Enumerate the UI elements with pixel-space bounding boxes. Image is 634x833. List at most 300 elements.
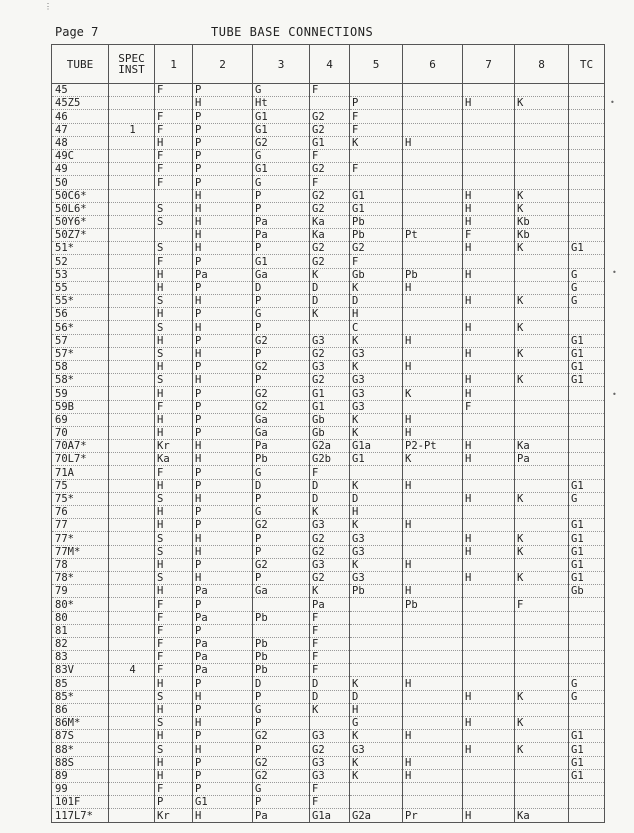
pin-cell <box>109 347 155 360</box>
pin-cell: H <box>155 506 193 519</box>
pin-cell: P <box>193 413 253 426</box>
pin-cell: P <box>193 308 253 321</box>
pin-cell: H <box>155 703 193 716</box>
pin-cell: G3 <box>310 334 350 347</box>
pin-cell <box>515 782 569 795</box>
pin-cell <box>569 809 605 822</box>
pin-cell: D <box>310 492 350 505</box>
pin-cell: S <box>155 532 193 545</box>
tube-cell: 83V <box>52 664 109 677</box>
pin-cell: H <box>155 281 193 294</box>
pin-cell: S <box>155 242 193 255</box>
pin-cell: G2 <box>310 532 350 545</box>
pin-cell <box>403 611 463 624</box>
pin-cell: Kb <box>515 229 569 242</box>
pin-cell: P <box>193 136 253 149</box>
pin-cell <box>109 598 155 611</box>
pin-cell: H <box>463 97 515 110</box>
table-row <box>52 97 605 110</box>
pin-cell <box>569 413 605 426</box>
pin-cell: Pb <box>253 453 310 466</box>
pin-cell: G1 <box>569 519 605 532</box>
pin-cell <box>403 84 463 97</box>
pin-cell: Pa <box>310 598 350 611</box>
pin-cell: K <box>403 387 463 400</box>
pin-cell <box>569 506 605 519</box>
pin-cell: G <box>569 268 605 281</box>
pin-cell <box>403 506 463 519</box>
table-row <box>52 347 605 360</box>
table-row <box>52 268 605 281</box>
pin-cell: G1 <box>569 479 605 492</box>
pin-cell: H <box>463 690 515 703</box>
pin-cell: Pa <box>253 809 310 822</box>
pin-cell: F <box>155 84 193 97</box>
pin-cell: Kr <box>155 440 193 453</box>
pin-cell <box>109 769 155 782</box>
pin-cell: P <box>253 717 310 730</box>
pin-cell: K <box>350 479 403 492</box>
pin-cell <box>403 545 463 558</box>
pin-cell <box>109 545 155 558</box>
pin-cell <box>463 136 515 149</box>
pin-cell: H <box>193 97 253 110</box>
pin-cell: P <box>193 479 253 492</box>
pin-cell <box>515 426 569 439</box>
pin-cell: K <box>350 519 403 532</box>
pin-cell <box>569 664 605 677</box>
pin-cell <box>515 136 569 149</box>
pin-cell: Ga <box>253 426 310 439</box>
column-header: 4 <box>310 45 350 84</box>
tube-cell: 47 <box>52 123 109 136</box>
pin-cell: P <box>193 123 253 136</box>
pin-cell <box>569 624 605 637</box>
pin-cell <box>155 97 193 110</box>
pin-cell: H <box>403 479 463 492</box>
pin-cell <box>403 743 463 756</box>
pin-cell: P <box>253 295 310 308</box>
pin-cell: P <box>253 545 310 558</box>
pin-cell: Ka <box>515 809 569 822</box>
pin-cell <box>463 637 515 650</box>
tube-cell: 57* <box>52 347 109 360</box>
table-row <box>52 84 605 97</box>
pin-cell: G2 <box>253 136 310 149</box>
pin-cell: P <box>193 176 253 189</box>
pin-cell <box>515 466 569 479</box>
pin-cell <box>350 782 403 795</box>
pin-cell: G2 <box>253 400 310 413</box>
pin-cell <box>569 308 605 321</box>
pin-cell: Pa <box>193 268 253 281</box>
pin-cell <box>350 664 403 677</box>
pin-cell <box>463 110 515 123</box>
pin-cell: K <box>515 717 569 730</box>
tube-cell: 56 <box>52 308 109 321</box>
pin-cell: G <box>253 176 310 189</box>
pin-cell <box>109 611 155 624</box>
pin-cell: D <box>310 690 350 703</box>
pin-cell: P <box>193 110 253 123</box>
pin-cell <box>403 215 463 228</box>
pin-cell: G <box>253 149 310 162</box>
pin-cell: H <box>155 585 193 598</box>
pin-cell: K <box>350 769 403 782</box>
pin-cell: K <box>403 453 463 466</box>
pin-cell <box>463 782 515 795</box>
pin-cell: G3 <box>350 400 403 413</box>
pin-cell: Pb <box>253 651 310 664</box>
pin-cell: G2 <box>310 123 350 136</box>
pin-cell: G3 <box>310 769 350 782</box>
pin-cell: G3 <box>310 756 350 769</box>
pin-cell <box>109 809 155 822</box>
table-row <box>52 611 605 624</box>
pin-cell: K <box>515 295 569 308</box>
pin-cell: H <box>155 360 193 373</box>
pin-cell: H <box>403 281 463 294</box>
pin-cell <box>463 677 515 690</box>
pin-cell: G2 <box>310 242 350 255</box>
pin-cell: P <box>193 281 253 294</box>
pin-cell: H <box>403 413 463 426</box>
pin-cell <box>403 532 463 545</box>
pin-cell: K <box>515 374 569 387</box>
pin-cell: H <box>155 426 193 439</box>
pin-cell: G2 <box>310 545 350 558</box>
pin-cell: G3 <box>310 519 350 532</box>
pin-cell <box>515 651 569 664</box>
pin-cell <box>569 255 605 268</box>
pin-cell: P <box>193 149 253 162</box>
table-row <box>52 690 605 703</box>
pin-cell: H <box>403 756 463 769</box>
pin-cell <box>403 189 463 202</box>
pin-cell: P <box>193 387 253 400</box>
pin-cell: K <box>350 360 403 373</box>
pin-cell <box>515 400 569 413</box>
pin-cell: H <box>403 730 463 743</box>
pin-cell <box>109 321 155 334</box>
pin-cell <box>350 466 403 479</box>
pin-cell <box>109 97 155 110</box>
pin-cell: H <box>155 519 193 532</box>
pin-cell: Kr <box>155 809 193 822</box>
pin-cell <box>569 123 605 136</box>
pin-cell: H <box>155 769 193 782</box>
pin-cell: K <box>515 690 569 703</box>
pin-cell: F <box>463 400 515 413</box>
pin-cell: H <box>193 321 253 334</box>
pin-cell <box>515 637 569 650</box>
pin-cell: G <box>569 492 605 505</box>
pin-cell <box>109 268 155 281</box>
pin-cell <box>463 769 515 782</box>
tube-cell: 82 <box>52 637 109 650</box>
pin-cell: H <box>463 492 515 505</box>
pin-cell: P <box>193 677 253 690</box>
pin-cell: H <box>403 677 463 690</box>
pin-cell: G2 <box>310 255 350 268</box>
pin-cell: P <box>193 730 253 743</box>
pin-cell: G3 <box>310 558 350 571</box>
pin-cell: H <box>350 506 403 519</box>
pin-cell: G2 <box>310 189 350 202</box>
pin-cell <box>463 624 515 637</box>
pin-cell: H <box>155 677 193 690</box>
pin-cell <box>109 163 155 176</box>
pin-cell: H <box>403 769 463 782</box>
pin-cell: F <box>310 782 350 795</box>
pin-cell: G1 <box>569 347 605 360</box>
tube-cell: 80 <box>52 611 109 624</box>
pin-cell <box>463 585 515 598</box>
pin-cell: K <box>350 413 403 426</box>
pin-cell: H <box>463 295 515 308</box>
pin-cell <box>463 281 515 294</box>
pin-cell: Pa <box>193 637 253 650</box>
pin-cell: G1a <box>310 809 350 822</box>
pin-cell: G1 <box>310 387 350 400</box>
pin-cell: H <box>463 809 515 822</box>
pin-cell: H <box>403 360 463 373</box>
pin-cell: G1 <box>569 743 605 756</box>
pin-cell: G1 <box>253 123 310 136</box>
table-row <box>52 506 605 519</box>
pin-cell: D <box>350 492 403 505</box>
pin-cell: G <box>253 308 310 321</box>
pin-cell <box>109 479 155 492</box>
pin-cell: P <box>253 796 310 809</box>
pin-cell: G1 <box>310 400 350 413</box>
pin-cell: K <box>350 334 403 347</box>
pin-cell <box>253 598 310 611</box>
pin-cell: G3 <box>350 387 403 400</box>
pin-cell: G1 <box>569 756 605 769</box>
pin-cell: F <box>310 796 350 809</box>
pin-cell <box>109 690 155 703</box>
pin-cell: H <box>193 453 253 466</box>
tube-cell: 70 <box>52 426 109 439</box>
pin-cell: F <box>155 163 193 176</box>
pin-cell: F <box>155 400 193 413</box>
table-row <box>52 453 605 466</box>
pin-cell: G <box>253 84 310 97</box>
pin-cell: G2 <box>253 360 310 373</box>
table-row <box>52 413 605 426</box>
pin-cell: H <box>463 374 515 387</box>
pin-cell <box>350 637 403 650</box>
tube-cell: 88S <box>52 756 109 769</box>
pin-cell: F <box>310 84 350 97</box>
pin-cell <box>109 782 155 795</box>
tube-cell: 50C6* <box>52 189 109 202</box>
pin-cell <box>515 387 569 400</box>
pin-cell <box>463 756 515 769</box>
pin-cell: Gb <box>569 585 605 598</box>
pin-cell <box>109 558 155 571</box>
pin-cell: G3 <box>350 532 403 545</box>
pin-cell: K <box>515 189 569 202</box>
column-header: 3 <box>253 45 310 84</box>
pin-cell: H <box>463 189 515 202</box>
pin-cell <box>463 796 515 809</box>
pin-cell: P <box>350 97 403 110</box>
pin-cell: H <box>463 453 515 466</box>
tube-cell: 50Y6* <box>52 215 109 228</box>
table-header-row <box>52 45 605 84</box>
pin-cell: P <box>193 598 253 611</box>
pin-cell: F <box>155 637 193 650</box>
pin-cell <box>569 611 605 624</box>
pin-cell: H <box>463 532 515 545</box>
pin-cell: S <box>155 545 193 558</box>
pin-cell <box>403 466 463 479</box>
pin-cell <box>463 413 515 426</box>
pin-cell <box>109 334 155 347</box>
pin-cell: K <box>515 321 569 334</box>
pin-cell: F <box>310 176 350 189</box>
pin-cell: G3 <box>350 743 403 756</box>
page-number: Page 7 <box>55 25 99 39</box>
pin-cell: F <box>350 163 403 176</box>
pin-cell <box>569 149 605 162</box>
pin-cell: D <box>350 690 403 703</box>
pin-cell <box>463 149 515 162</box>
tube-cell: 55 <box>52 281 109 294</box>
pin-cell <box>515 176 569 189</box>
scan-dot: • <box>610 98 615 107</box>
pin-cell: K <box>515 347 569 360</box>
column-header: TC <box>569 45 605 84</box>
scan-dot: • <box>612 268 617 277</box>
table-row <box>52 374 605 387</box>
table-row <box>52 598 605 611</box>
pin-cell: H <box>193 242 253 255</box>
pin-cell: G1 <box>350 202 403 215</box>
pin-cell <box>109 440 155 453</box>
table-row <box>52 703 605 716</box>
pin-cell <box>109 796 155 809</box>
pin-cell <box>569 400 605 413</box>
pin-cell <box>463 506 515 519</box>
pin-cell: H <box>463 202 515 215</box>
pin-cell <box>310 717 350 730</box>
table-row <box>52 308 605 321</box>
tube-cell: 71A <box>52 466 109 479</box>
pin-cell <box>515 756 569 769</box>
pin-cell <box>403 242 463 255</box>
scan-mark: ⋮ <box>44 2 52 11</box>
tube-cell: 52 <box>52 255 109 268</box>
pin-cell <box>515 334 569 347</box>
pin-cell: K <box>515 202 569 215</box>
pin-cell: K <box>350 677 403 690</box>
pin-cell: S <box>155 202 193 215</box>
pin-cell <box>463 598 515 611</box>
pin-cell: P <box>193 163 253 176</box>
tube-cell: 81 <box>52 624 109 637</box>
pin-cell: F <box>155 255 193 268</box>
page-title: TUBE BASE CONNECTIONS <box>211 25 374 39</box>
pin-cell: K <box>350 558 403 571</box>
pin-cell: H <box>193 202 253 215</box>
table-row <box>52 492 605 505</box>
pin-cell <box>463 176 515 189</box>
pin-cell: H <box>403 558 463 571</box>
pin-cell: H <box>155 479 193 492</box>
pin-cell <box>109 176 155 189</box>
tube-cell: 45 <box>52 84 109 97</box>
pin-cell: K <box>310 585 350 598</box>
pin-cell: H <box>155 334 193 347</box>
pin-cell: H <box>403 519 463 532</box>
pin-cell: H <box>193 374 253 387</box>
pin-cell: P <box>193 756 253 769</box>
pin-cell <box>569 717 605 730</box>
pin-cell: S <box>155 690 193 703</box>
tube-cell: 45Z5 <box>52 97 109 110</box>
pin-cell <box>403 123 463 136</box>
pin-cell: G2a <box>350 809 403 822</box>
pin-cell: P <box>253 743 310 756</box>
pin-cell <box>569 215 605 228</box>
pin-cell <box>109 413 155 426</box>
pin-cell: P <box>253 242 310 255</box>
pin-cell: H <box>193 690 253 703</box>
pin-cell: P <box>193 400 253 413</box>
pin-cell <box>515 506 569 519</box>
pin-cell: H <box>463 743 515 756</box>
pin-cell: K <box>515 492 569 505</box>
pin-cell: Pa <box>193 651 253 664</box>
pin-cell <box>109 466 155 479</box>
pin-cell: P <box>193 506 253 519</box>
pin-cell: S <box>155 321 193 334</box>
pin-cell: G <box>569 690 605 703</box>
pin-cell <box>403 664 463 677</box>
pin-cell: D <box>310 281 350 294</box>
pin-cell <box>109 149 155 162</box>
pin-cell: H <box>463 268 515 281</box>
tube-cell: 70A7* <box>52 440 109 453</box>
pin-cell: F <box>310 611 350 624</box>
pin-cell: S <box>155 717 193 730</box>
tube-cell: 86M* <box>52 717 109 730</box>
pin-cell <box>403 571 463 584</box>
table-row <box>52 664 605 677</box>
pin-cell <box>515 149 569 162</box>
pin-cell: F <box>310 637 350 650</box>
pin-cell: G2 <box>310 347 350 360</box>
pin-cell <box>155 189 193 202</box>
pin-cell: S <box>155 743 193 756</box>
pin-cell <box>569 651 605 664</box>
tube-cell: 57 <box>52 334 109 347</box>
pin-cell <box>569 453 605 466</box>
pin-cell: G1 <box>193 796 253 809</box>
pin-cell <box>569 703 605 716</box>
table-row <box>52 387 605 400</box>
pin-cell <box>463 255 515 268</box>
pin-cell <box>569 782 605 795</box>
pin-cell: K <box>310 268 350 281</box>
pin-cell: H <box>155 756 193 769</box>
pin-cell: G2 <box>253 769 310 782</box>
pin-cell: P <box>193 703 253 716</box>
table-row <box>52 176 605 189</box>
